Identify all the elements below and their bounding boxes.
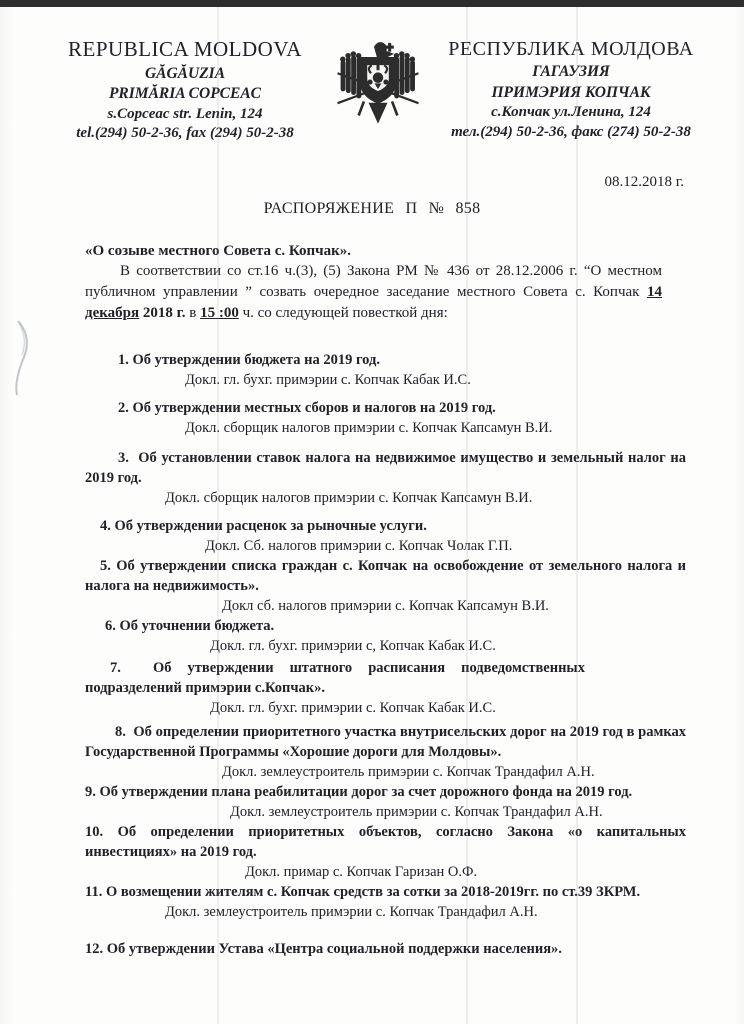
item-title: Об утверждении Устава «Центра социальной поддержки населения».	[106, 941, 562, 958]
agenda-item-1	[85, 350, 686, 390]
agenda-item-3	[85, 448, 686, 508]
agenda-item-6	[85, 616, 686, 656]
item-number: 5.	[100, 558, 111, 575]
document-body	[0, 243, 744, 959]
session-date: 14 декабря	[85, 284, 662, 322]
item-speaker: Докл. землеустроитель примэрии с. Копчак Трандафил А.Н.	[222, 764, 595, 781]
office-name-ro: PRIMĂRIA COPCEAC	[108, 85, 262, 103]
item-number: 7.	[110, 660, 121, 677]
item-number: 1.	[118, 352, 129, 369]
item-title: Об утверждении бюджета на 2019 год.	[132, 352, 380, 369]
item-number: 2.	[118, 400, 129, 417]
item-number: 11.	[85, 884, 103, 901]
item-title: Об утверждении плана реабилитации дорог за счет дорожного фонда на 2019 год.	[99, 784, 633, 801]
country-name-ru: РЕСПУБЛИКА МОЛДОВА	[448, 38, 694, 60]
item-number: 4.	[100, 518, 111, 535]
country-name-ro: REPUBLICA MOLDOVA	[68, 37, 302, 61]
region-name-ro: GĂGĂUZIA	[144, 64, 226, 82]
fold-line	[217, 7, 219, 1024]
letterhead	[0, 0, 744, 144]
agenda-item-12	[85, 939, 686, 959]
office-name-ru: ПРИМЭРИЯ КОПЧАК	[491, 83, 651, 101]
session-time: 15 :00	[200, 305, 239, 322]
address-ro: s.Copceac str. Lenin, 124	[107, 105, 263, 122]
item-number: 9.	[85, 784, 96, 801]
item-speaker: Докл сб. налогов примэрии с. Копчак Капсамун В.И.	[222, 598, 549, 615]
item-speaker: Докл. гл. бухг. примэрии с. Копчак Кабак И.С.	[210, 700, 496, 717]
item-speaker: Докл. Сб. налогов примэрии с. Копчак Чолак Г.П.	[205, 538, 513, 555]
item-number: 8.	[115, 724, 126, 741]
item-speaker: Докл. примар с. Копчак Гаризан О.Ф.	[245, 864, 478, 881]
item-title: Об определении приоритетных объектов, согласно Закона «о капитальных инвестициях» на 2019 год.	[85, 824, 686, 861]
item-title: Об определении приоритетного участка внутрисельских дорог на 2019 год в рамках Государственной Программы «Хорошие дороги для Молдовы».	[85, 724, 687, 761]
agenda-list	[85, 350, 686, 959]
item-title: Об утверждении местных сборов и налогов на 2019 год.	[132, 400, 496, 417]
item-speaker: Докл. гл. бухг. примэрии с. Копчак Кабак И.С.	[185, 372, 471, 389]
agenda-item-5	[85, 556, 686, 616]
item-title: Об утверждении штатного расписания подведомственных подразделений примэрии с.Копчак».	[85, 660, 586, 697]
agenda-item-4	[85, 516, 686, 556]
scan-edge-artifact	[0, 0, 744, 7]
letterhead-left	[40, 36, 330, 144]
item-number: 10.	[85, 824, 104, 841]
item-speaker: Докл. землеустроитель примэрии с. Копчак Трандафил А.Н.	[230, 804, 603, 821]
intro-text: в	[185, 305, 201, 322]
agenda-item-9	[85, 782, 686, 822]
item-title: Об утверждении списка граждан с. Копчак на освобождение от земельного налога и налога на недвижимость».	[85, 558, 687, 595]
intro-text: ч. со следующей повесткой дня:	[238, 305, 448, 322]
agenda-item-10	[85, 822, 686, 882]
document-subject: «О созыве местного Совета с. Копчак».	[85, 243, 352, 260]
pen-mark	[2, 295, 52, 415]
item-title: Об установлении ставок налога на недвижимое имущество и земельный налог на 2019 год.	[85, 450, 687, 487]
item-number: 12.	[85, 941, 104, 958]
agenda-item-7	[85, 658, 686, 718]
address-ru: с.Копчак ул.Ленина, 124	[491, 104, 651, 121]
item-title: Об утверждении расценок за рыночные услуги.	[114, 518, 427, 535]
document-date: 08.12.2018 г.	[604, 174, 684, 191]
item-speaker: Докл. сборщик налогов примэрии с. Копчак Капсамун В.И.	[165, 490, 533, 507]
phone-ro: tel.(294) 50-2-36, fax (294) 50-2-38	[76, 125, 294, 142]
document-title: РАСПОРЯЖЕНИЕ П № 858	[263, 200, 481, 218]
moldova-coat-of-arms-icon	[330, 36, 426, 142]
phone-ru: тел.(294) 50-2-36, факс (274) 50-2-38	[451, 124, 691, 141]
intro-text: В соответствии со ст.16 ч.(3), (5) Закона РМ № 436 от 28.12.2006 г. “О местном публичном управлении ” созвать очередное заседание местного Совета с. Копчак	[85, 263, 662, 301]
item-title: Об уточнении бюджета.	[119, 618, 275, 635]
fold-line	[466, 7, 468, 1024]
item-speaker: Докл. землеустроитель примэрии с. Копчак Трандафил А.Н.	[165, 904, 538, 921]
item-speaker: Докл. сборщик налогов примэрии с. Копчак Капсамун В.И.	[185, 420, 553, 437]
agenda-item-2	[85, 398, 686, 438]
letterhead-right	[426, 36, 716, 143]
agenda-item-11	[85, 882, 686, 922]
session-year: 2018 г.	[139, 305, 186, 322]
region-name-ru: ГАГАУЗИЯ	[532, 63, 610, 81]
agenda-item-8	[85, 722, 686, 782]
item-number: 3.	[118, 450, 129, 467]
item-number: 6.	[105, 618, 116, 635]
item-title: О возмещении жителям с. Копчак средств за сотки за 2018-2019гг. по ст.39 ЗКРМ.	[105, 884, 641, 901]
item-speaker: Докл. гл. бухг. примэрии с, Копчак Кабак И.С.	[210, 638, 496, 655]
fold-line	[576, 7, 578, 1024]
